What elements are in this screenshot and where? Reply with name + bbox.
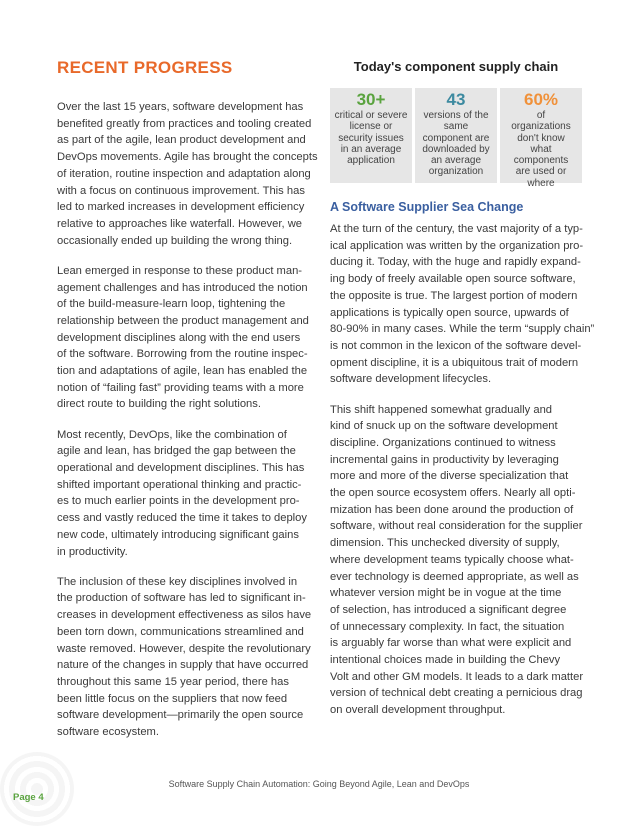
text-line: This shift happened somewhat gradually and [330, 403, 553, 416]
text-line: benefited greatly from practices and tooling created [57, 117, 312, 130]
text-line: occasionally ended up building the wrong thing. [57, 234, 293, 247]
text-line: incremental gains in productivity by leveraging [330, 453, 559, 466]
text-line: opment discipline, it is a ubiquitous trait of modern [330, 356, 579, 369]
text-line: agement challenges and has introduced the notion [57, 281, 308, 294]
footer-circle-decoration [0, 752, 74, 826]
paragraph [57, 574, 312, 741]
text-line: Most recently, DevOps, like the combination of [57, 428, 287, 441]
text-line: The inclusion of these key disciplines involved in [57, 575, 298, 588]
text-line: applications is typically open source, upwards of [330, 306, 569, 319]
text-line: mization has been done around the production of [330, 503, 574, 516]
paragraph [57, 99, 318, 249]
text-line: throughout this same 15 year period, there has [57, 676, 289, 688]
text-line: nature of the changes in supply that have occurred [57, 659, 309, 672]
text-line: shifted important operational thinking and practic- [57, 478, 302, 491]
stat-value: 60% [523, 90, 559, 109]
text-line: on overall development throughput. [330, 704, 506, 717]
text-line: is arguably far worse than what were explicit and [330, 637, 572, 650]
text-line: development disciplines along with the end users [57, 331, 301, 344]
text-line: Lean emerged in response to these product man- [57, 264, 303, 277]
stat-value: 30+ [356, 90, 386, 109]
text-line: relationship between the product management and [57, 314, 309, 327]
text-line: Over the last 15 years, software development has [57, 101, 304, 113]
text-line: version of technical debt creating a pernicious drag [330, 687, 583, 700]
text-line: software development—primarily the open source [57, 709, 304, 722]
text-line: Volt and other GM models. It leads to a dark matter [330, 670, 584, 683]
text-line: cess and vastly reduced the time it takes to deploy [57, 512, 307, 525]
text-line: software development lifecycles. [330, 373, 492, 386]
section-heading: RECENT PROGRESS [57, 58, 233, 77]
text-line: with a focus on continuous improvement. This has [57, 184, 305, 197]
stats-title: Today's component supply chain [353, 59, 559, 74]
text-line: of iteration, routine inspection and adaptation along [57, 167, 311, 180]
text-line: creases in development effectiveness as silos have [57, 609, 312, 622]
text-line: relative to approaches like waterfall. However, we [57, 217, 302, 230]
text-line: new code, ultimately introducing significant gains [57, 528, 299, 541]
text-line: been little focus on the suppliers that now feed [57, 692, 288, 705]
text-line: in productivity. [57, 545, 128, 558]
text-line: dimension. This unchecked diversity of supply, [330, 537, 560, 550]
stat-text: of organizations don't know what components are used or where [511, 110, 571, 189]
stat-versions [415, 88, 497, 183]
text-line: whatever version might be in vogue at the time [330, 587, 562, 600]
text-line: At the turn of the century, the vast majority of a typ- [330, 223, 583, 235]
text-line: as part of the agile, lean product development and [57, 134, 306, 147]
paragraph [330, 221, 595, 388]
stat-text: versions of the same component are downloaded by an average organization [422, 110, 490, 178]
text-line: where development teams typically choose what- [330, 553, 574, 566]
text-line: intentional choices made in building the Chevy [330, 654, 561, 667]
page-number: Page 4 [13, 792, 44, 803]
text-line: waste removed. However, despite the revolutionary [57, 642, 311, 655]
right-column [330, 221, 595, 732]
text-line: DevOps movements. Agile has brought the concepts [57, 151, 318, 164]
text-line: direct route to building the right solutions. [57, 398, 261, 411]
text-line: software, without real consideration for the supplier [330, 520, 583, 533]
text-line: of unnecessary complexity. In fact, the situation [330, 620, 565, 633]
text-line: software ecosystem. [57, 726, 159, 739]
subheading: A Software Supplier Sea Change [330, 200, 524, 214]
text-line: ing body of freely available open source software, [330, 273, 576, 286]
text-line: es to much earlier points in the development pro- [57, 495, 300, 508]
text-line: 80-90% in many cases. While the term “supply chain” [330, 323, 595, 336]
text-line: ical application was written by the organization pro- [330, 239, 584, 252]
text-line: the opposite is true. The largest portion of modern [330, 289, 578, 302]
text-line: more and more of the diverse specialization that [330, 470, 569, 483]
text-line: operational and development disciplines. This has [57, 462, 305, 475]
text-line: is not common in the lexicon of the software devel- [330, 339, 582, 352]
text-line: tion and adaptations of agile, lean has enabled the [57, 365, 308, 378]
text-line: ever technology is deemed appropriate, as well as [330, 570, 579, 583]
text-line: kind of snuck up on the software development [330, 420, 558, 433]
paragraph [330, 402, 590, 719]
text-line: the production of software has led to significant in- [57, 592, 306, 605]
left-column [57, 99, 318, 754]
footer-title: Software Supply Chain Automation: Going Beyond Agile, Lean and DevOps [168, 779, 470, 789]
text-line: agile and lean, has bridged the gap between the [57, 445, 296, 458]
stat-organizations [500, 88, 582, 189]
text-line: ducing it. Today, with the huge and rapidly expand- [330, 256, 581, 269]
stat-text: critical or severe license or security issues in an average application [334, 110, 408, 167]
text-line: notion of “failing fast” providing teams with a more [57, 381, 304, 394]
text-line: of the software. Borrowing from the routine inspec- [57, 348, 308, 361]
text-line: been torn down, communications streamlined and [57, 625, 304, 638]
paragraph [57, 427, 312, 561]
text-line: of the build-measure-learn loop, tightening the [57, 298, 286, 311]
text-line: discipline. Organizations continued to witness [330, 436, 556, 449]
text-line: the open source ecosystem offers. Nearly all opti- [330, 487, 576, 500]
text-line: led to marked increases in development efficiency [57, 201, 305, 214]
text-line: of selection, has introduced a significant degree [330, 603, 567, 616]
stats-box [330, 88, 582, 189]
stat-issues [330, 88, 412, 183]
stat-value: 43 [446, 90, 466, 109]
paragraph [57, 263, 312, 413]
